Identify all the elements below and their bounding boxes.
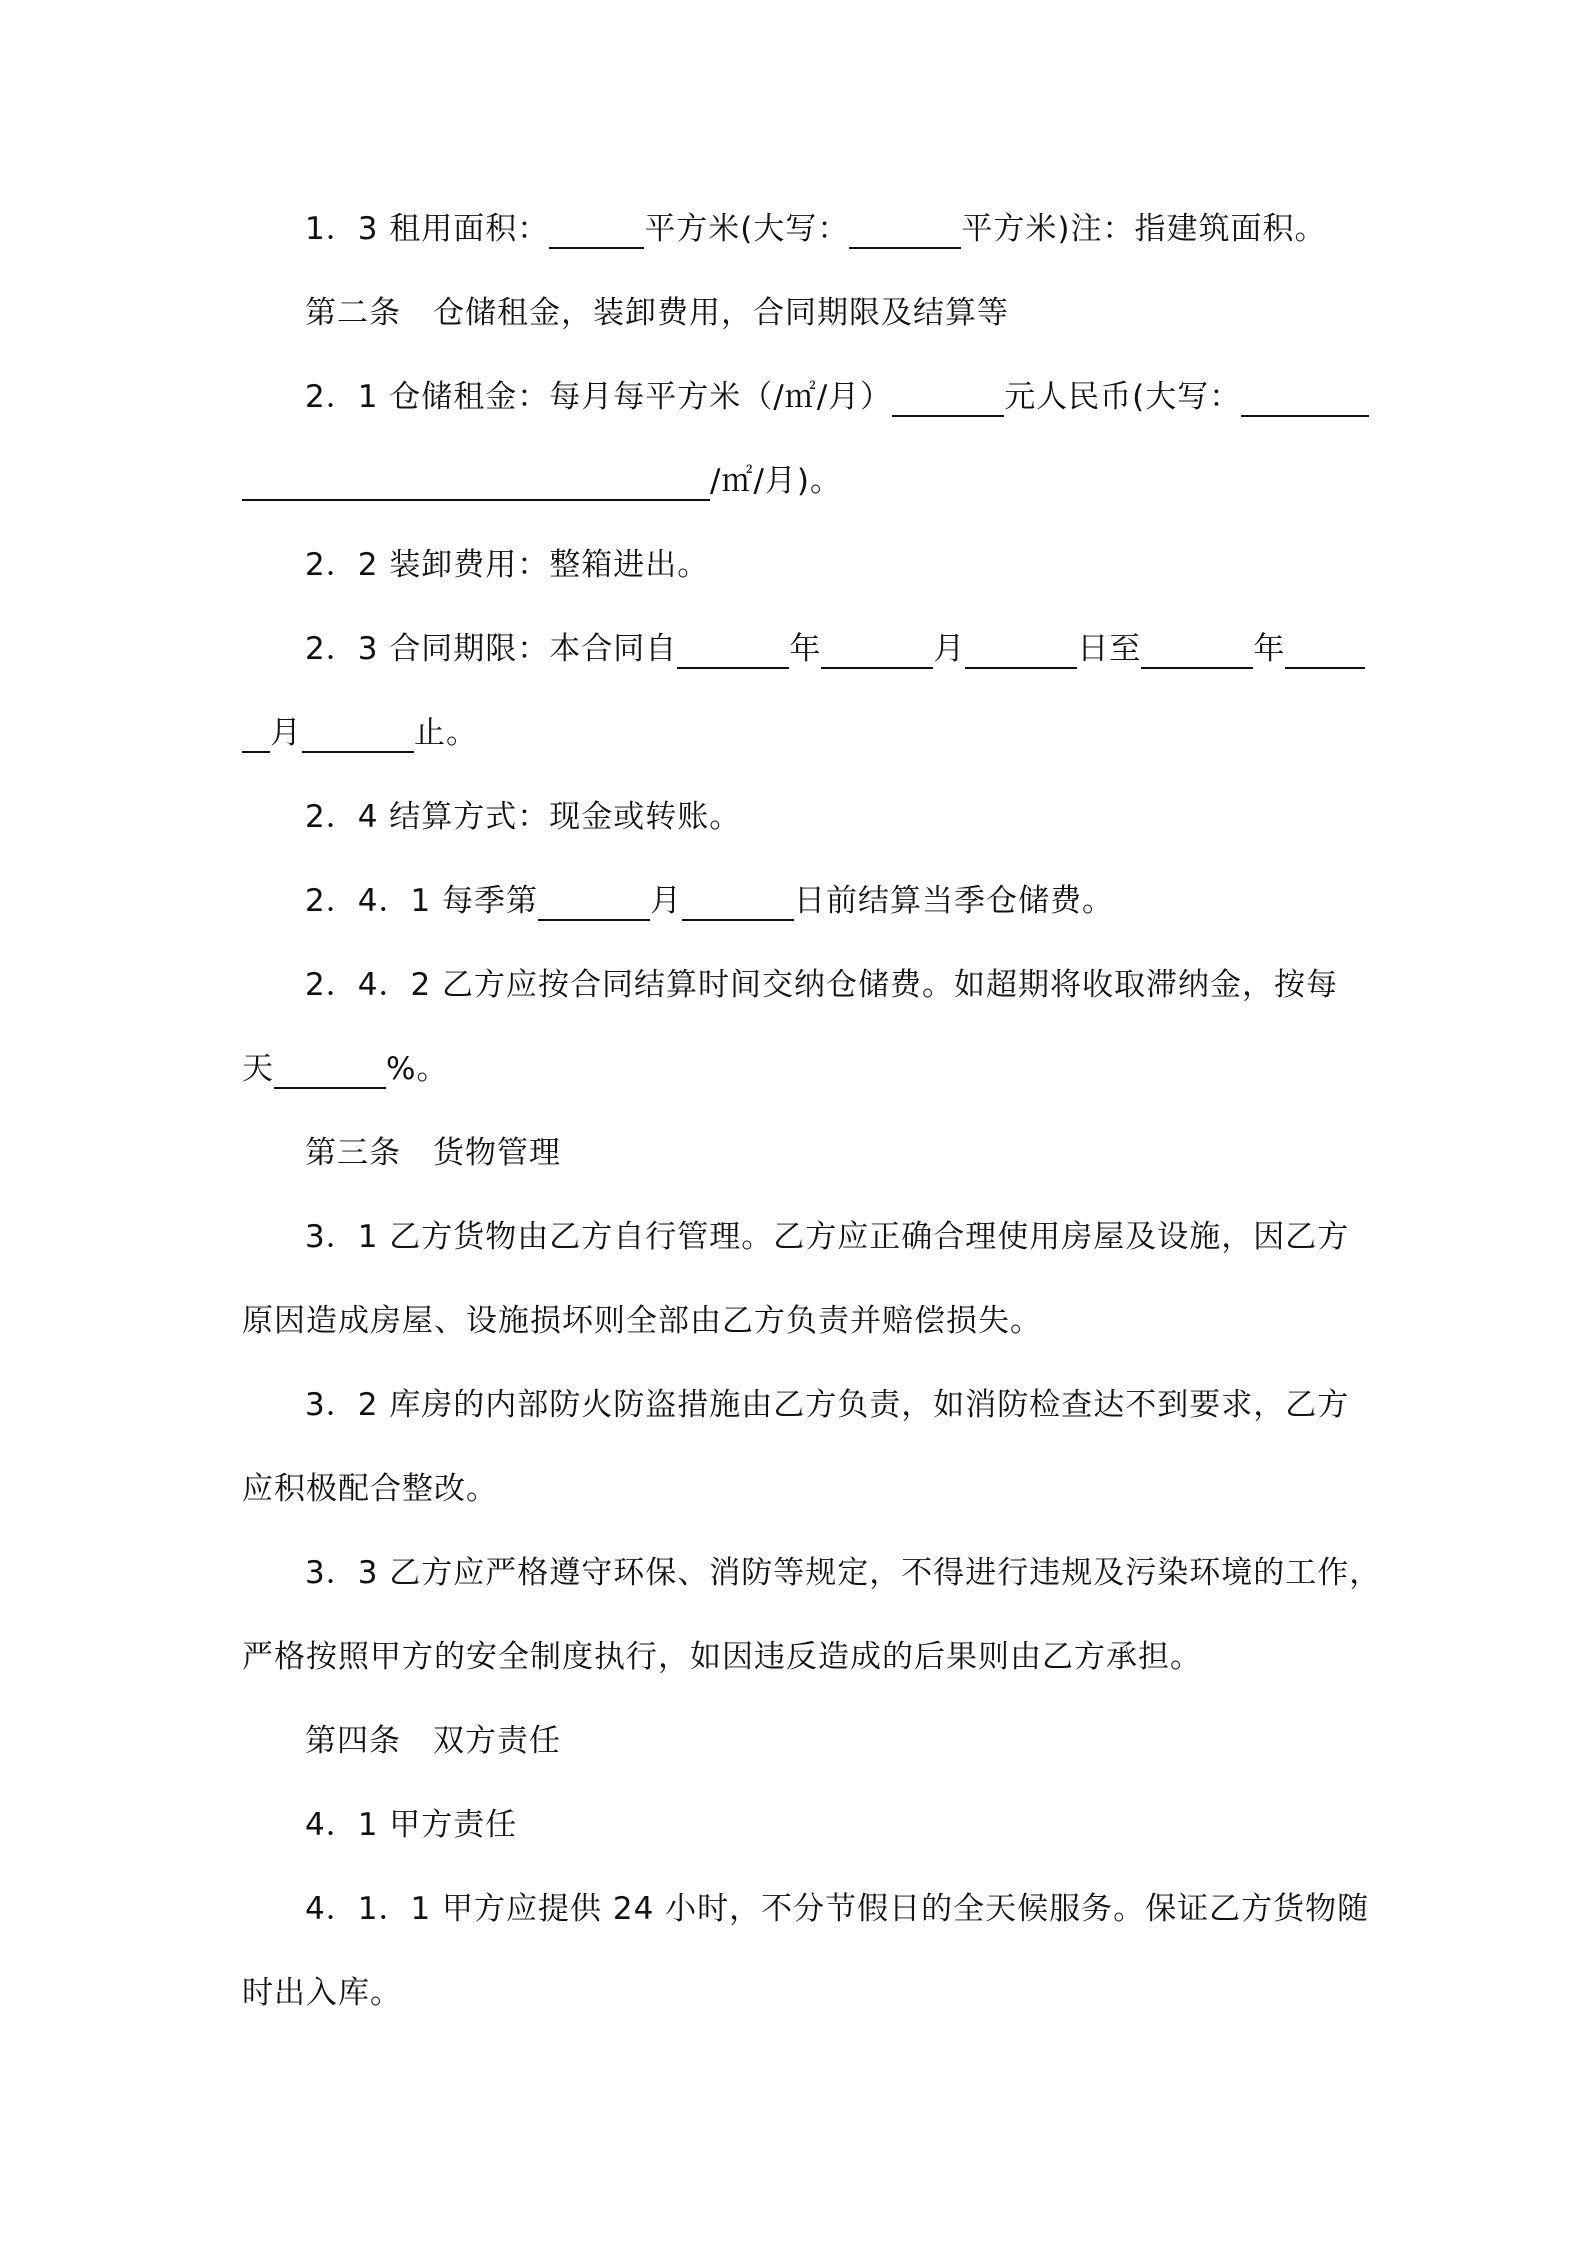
clause-text: /㎡/月)。 [710, 463, 842, 499]
fill-blank [1285, 633, 1365, 669]
clause-text: 月 [933, 631, 966, 667]
article-title: 双方责任 [433, 1723, 561, 1759]
clause-text: 天 [242, 1051, 274, 1087]
clause-text: 4．1．1 甲方应提供 24 小时，不分节假日的全天候服务。保证乙方货物随 [305, 1891, 1370, 1927]
article-2-heading [305, 293, 1009, 333]
fill-blank [682, 885, 794, 921]
clause-2-3 [305, 629, 1365, 669]
article-number: 第三条 [305, 1135, 401, 1171]
clause-2-4-2-continued [242, 1049, 448, 1089]
clause-text: 应积极配合整改。 [242, 1471, 498, 1507]
clause-2-2 [305, 545, 709, 585]
clause-4-1-1 [305, 1889, 1369, 1929]
clause-4-1-1-continued [242, 1973, 402, 2013]
clause-text: 1．3 租用面积： [305, 211, 550, 247]
clause-text: 3．2 库房的内部防火防盗措施由乙方负责，如消防检查达不到要求，乙方 [305, 1387, 1350, 1423]
clause-2-4-2 [305, 965, 1338, 1005]
clause-text: 2．4．1 每季第 [305, 883, 539, 919]
fill-blank [302, 717, 414, 753]
clause-text: 2．4 结算方式：现金或转账。 [305, 799, 742, 835]
fill-blank [274, 1053, 386, 1089]
clause-2-4 [305, 797, 741, 837]
clause-text: %。 [386, 1051, 449, 1087]
clause-3-3 [305, 1553, 1381, 1593]
fill-blank [242, 465, 710, 501]
fill-blank [821, 633, 933, 669]
fill-blank [549, 213, 644, 249]
clause-3-1-continued [242, 1301, 1042, 1341]
clause-text: 2．1 仓储租金：每月每平方米（/㎡/月） [305, 379, 893, 415]
fill-blank [1141, 633, 1253, 669]
clause-text: 2．3 合同期限：本合同自 [305, 631, 678, 667]
clause-text: 日前结算当季仓储费。 [794, 883, 1115, 919]
fill-blank [892, 381, 1004, 417]
article-number: 第二条 [305, 295, 401, 331]
clause-text: 日至 [1077, 631, 1142, 667]
article-4-heading [305, 1721, 561, 1761]
article-title: 仓储租金，装卸费用，合同期限及结算等 [433, 295, 1009, 331]
fill-blank [1241, 381, 1369, 417]
clause-2-1 [305, 377, 1369, 417]
clause-text: 原因造成房屋、设施损坏则全部由乙方负责并赔偿损失。 [242, 1303, 1042, 1339]
clause-text: 月 [270, 715, 302, 751]
clause-2-4-1 [305, 881, 1114, 921]
clause-3-2 [305, 1385, 1349, 1425]
clause-3-3-continued [242, 1637, 1202, 1677]
clause-text: 严格按照甲方的安全制度执行，如因违反造成的后果则由乙方承担。 [242, 1639, 1202, 1675]
fill-blank [849, 213, 961, 249]
clause-3-2-continued [242, 1469, 498, 1509]
clause-text: 元人民币(大写： [1004, 379, 1242, 415]
article-number: 第四条 [305, 1723, 401, 1759]
clause-text: 止。 [414, 715, 478, 751]
clause-text: 时出入库。 [242, 1975, 402, 2011]
clause-text: 月 [650, 883, 683, 919]
clause-text: 3．3 乙方应严格遵守环保、消防等规定，不得进行违规及污染环境的工作， [305, 1555, 1382, 1591]
fill-blank [965, 633, 1077, 669]
clause-text: 2．4．2 乙方应按合同结算时间交纳仓储费。如超期将收取滞纳金，按每 [305, 967, 1339, 1003]
clause-text: 年 [1253, 631, 1286, 667]
clause-3-1 [305, 1217, 1349, 1257]
fill-blank [677, 633, 789, 669]
clause-text: 年 [789, 631, 822, 667]
clause-text: 平方米)注：指建筑面积。 [961, 211, 1327, 247]
clause-text: 2．2 装卸费用：整箱进出。 [305, 547, 710, 583]
clause-2-3-continued [242, 713, 478, 753]
clause-text: 3．1 乙方货物由乙方自行管理。乙方应正确合理使用房屋及设施，因乙方 [305, 1219, 1350, 1255]
clause-2-1-continued [242, 461, 842, 501]
fill-blank [538, 885, 650, 921]
clause-text: 4．1 甲方责任 [305, 1807, 518, 1843]
clause-text: 平方米(大写： [644, 211, 850, 247]
article-3-heading [305, 1133, 561, 1173]
fill-blank [242, 717, 270, 753]
clause-4-1 [305, 1805, 517, 1845]
article-title: 货物管理 [433, 1135, 561, 1171]
clause-1-3 [305, 209, 1327, 249]
